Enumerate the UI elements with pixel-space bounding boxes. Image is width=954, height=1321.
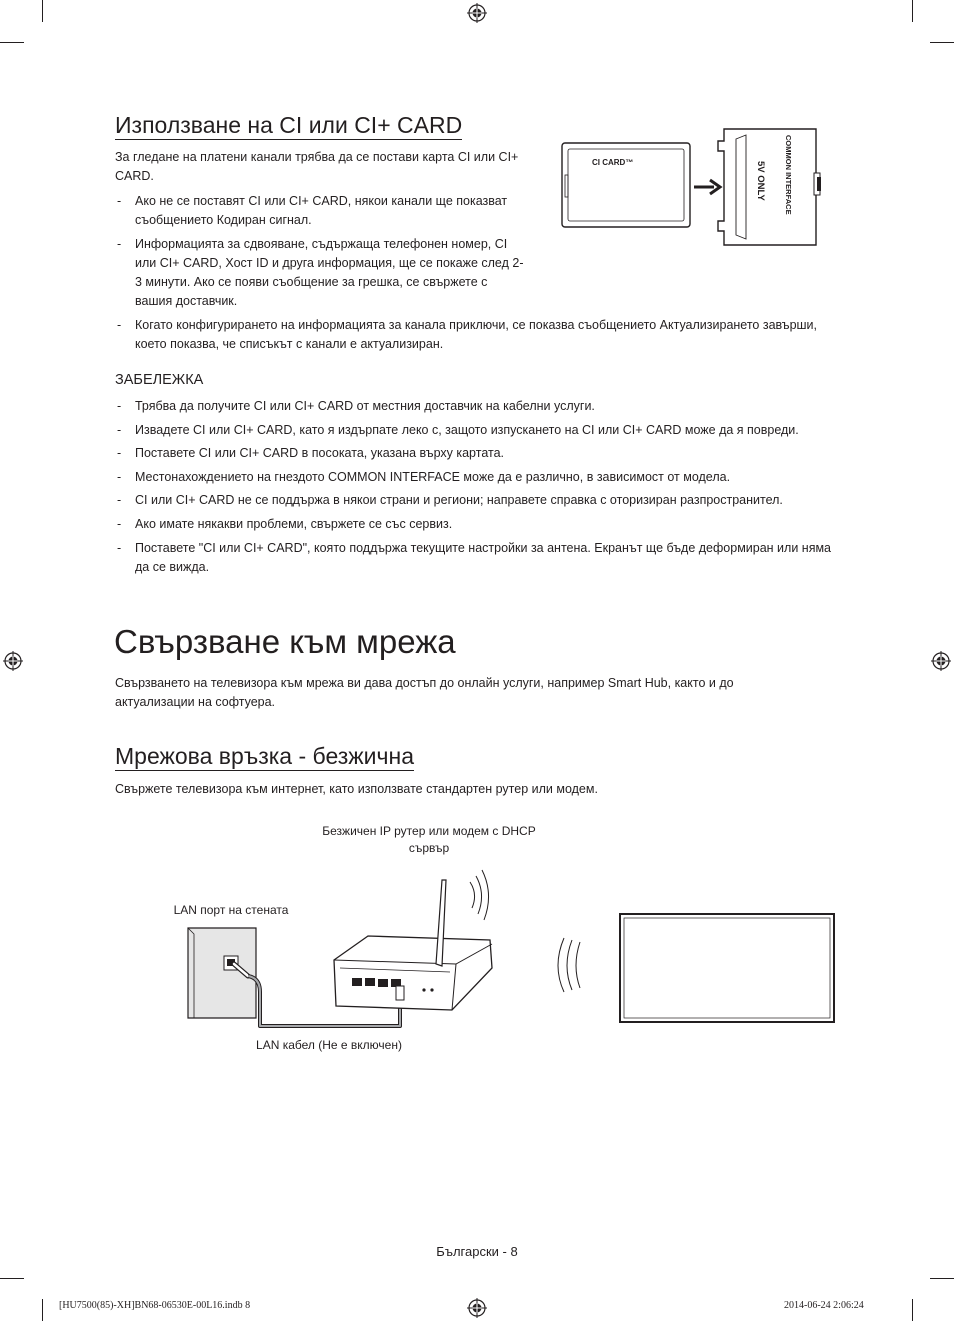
- section-ci-card-intro: За гледане на платени канали трябва да се постави карта CI или CI+ CARD.: [115, 150, 519, 183]
- note-bullet-list: [115, 397, 845, 581]
- list-item: - Местонахождението на гнездото COMMON INTERFACE може да е различно, в зависимост от модела.: [117, 469, 731, 484]
- list-item: - Поставете "CI или CI+ CARD", която поддържа текущите настройки за антена. Екранът ще бъде деформиран или няма да се вижда.: [117, 540, 832, 574]
- crop-mark: [930, 42, 954, 43]
- lan-cable-label: LAN кабел (Не е включен): [256, 1038, 402, 1052]
- wireless-network-diagram: [180, 868, 840, 1034]
- section-wireless-intro: Свържете телевизора към интернет, като използвате стандартен рутер или модем.: [115, 782, 598, 796]
- ci-card-label: CI CARD™: [592, 158, 634, 167]
- list-item: - Ако имате някакви проблеми, свържете се със сервиз.: [117, 516, 453, 531]
- list-item: - Ако не се поставят CI или CI+ CARD, някои канали ще показват съобщението Кодиран сигнал.: [117, 194, 508, 227]
- ci-card-shape: [562, 143, 690, 227]
- wall-port-label: LAN порт на стената: [173, 903, 289, 917]
- tv-screen: [620, 914, 834, 1022]
- crop-mark: [912, 0, 913, 22]
- router-body: [334, 936, 492, 1010]
- slot-label-5v-only: 5V ONLY: [755, 161, 766, 201]
- crop-mark: [0, 1278, 24, 1279]
- crop-mark: [42, 1299, 43, 1321]
- note-title: ЗАБЕЛЕЖКА: [115, 372, 204, 388]
- ci-card-bullet-list-wide: [115, 316, 845, 359]
- registration-mark-icon: [931, 651, 951, 671]
- list-item: - Поставете CI или CI+ CARD в посоката, указана върху картата.: [117, 446, 505, 461]
- list-item: - Трябва да получите CI или CI+ CARD от местния доставчик на кабелни услуги.: [117, 399, 595, 413]
- registration-mark-icon: [467, 3, 487, 23]
- common-interface-slot: [718, 129, 816, 245]
- list-item: - Информацията за сдвояване, съдържаща телефонен номер, CI или CI+ CARD, Хост ID и друга информация, ще се покаже след 2-3 минути. Ако се появи съобщение за грешка, се свържете с вашия доставчик.: [117, 236, 524, 308]
- section-network-title: Свързване към мрежа: [114, 623, 456, 660]
- registration-mark-icon: [3, 651, 23, 671]
- list-item: - Когато конфигурирането на информацията за канала приключи, се показва съобщението Актуализирането завърши, което показва, че списъкът с канали е актуализиран.: [117, 318, 818, 351]
- registration-mark-icon: [467, 1298, 487, 1318]
- router-label: Безжичен IP рутер или модем с DHCP сървър: [322, 824, 536, 855]
- ci-card-illustration: [560, 125, 822, 247]
- section-network-intro: Свързването на телевизора към мрежа ви дава достъп до онлайн услуги, например Smart Hub, както и до актуализации на софтуера.: [115, 676, 734, 709]
- footer-date: 2014-06-24 2:06:24: [784, 1300, 864, 1311]
- footer-file-name: [HU7500(85)-XH]BN68-06530E-00L16.indb 8: [59, 1300, 251, 1311]
- crop-mark: [930, 1278, 954, 1279]
- page-number: Български - 8: [436, 1244, 518, 1259]
- wireless-signal-icon: [558, 938, 564, 992]
- crop-mark: [0, 42, 24, 43]
- wireless-signal-icon: [470, 882, 475, 908]
- ci-card-bullet-list: [115, 192, 525, 315]
- slot-label-common-interface: COMMON INTERFACE: [784, 135, 793, 215]
- section-ci-card-title: Използване на CI или CI+ CARD: [115, 112, 463, 138]
- crop-mark: [42, 0, 43, 22]
- list-item: - CI или CI+ CARD не се поддържа в някои страни и региони; направете справка с оторизиран разпространител.: [117, 493, 783, 508]
- section-wireless-title: Мрежова връзка - безжична: [115, 743, 414, 769]
- crop-mark: [912, 1299, 913, 1321]
- list-item: - Извадете CI или CI+ CARD, като я издърпате леко с, защото изпускането на CI или CI+ CARD може да я повреди.: [117, 422, 799, 437]
